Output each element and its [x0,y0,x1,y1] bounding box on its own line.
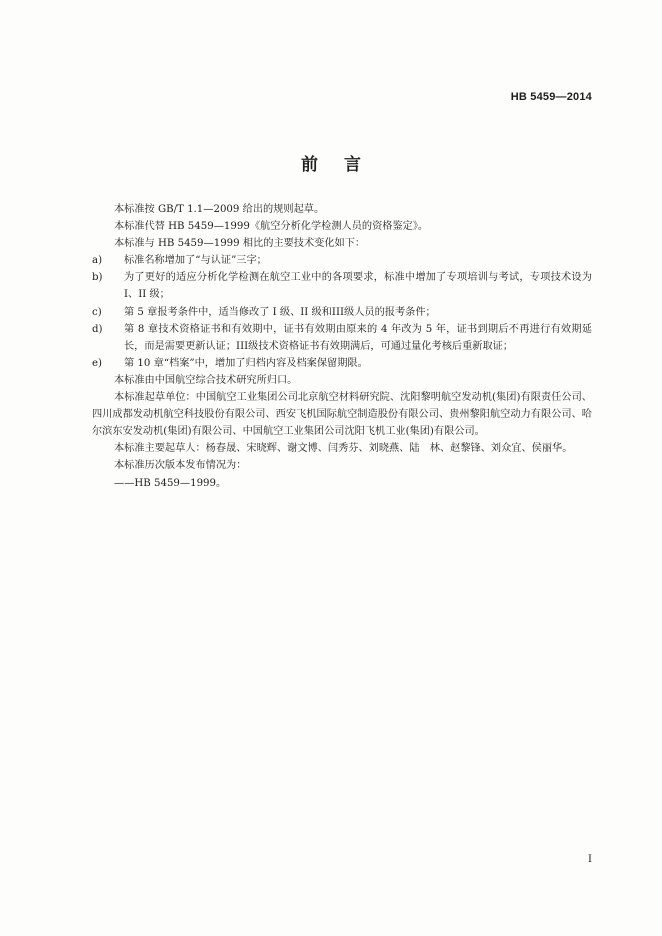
body-paragraph-changes-intro: 本标准与 HB 5459—1999 相比的主要技术变化如下： [114,238,366,250]
body-paragraph-history-version: ——HB 5459—1999。 [114,477,227,489]
body-paragraph-replaces: 本标准代替 HB 5459—1999《航空分析化学检测人员的资格鉴定》。 [114,221,429,233]
document-code: HB 5459—2014 [510,91,592,103]
list-marker: b) [92,272,103,284]
change-item-e [92,355,592,372]
list-marker: d) [92,323,103,335]
page-title: 前言 [301,155,387,175]
page-number: I [588,854,592,865]
document-body [92,201,592,492]
list-marker: c) [92,306,102,318]
body-paragraph-responsible-org: 本标准由中国航空综合技术研究所归口。 [114,374,298,386]
body-paragraph-drafting-units: 本标准起草单位：中国航空工业集团公司北京航空材料研究院、沈阳黎明航空发动机(集团)有限责任公司、四川成都发动机航空科技股份有限公司、西安飞机国际航空制造股份有限公司、贵州黎阳航空动力有限公司、哈尔滨东安发动机(集团)有限公司、中国航空工业集团公司沈阳飞机工业(集团)有限公司。 [92,392,592,438]
list-marker: a) [92,255,103,267]
change-item-d [92,321,592,355]
list-item-text: 第 5 章报考条件中，适当修改了 I 级、II 级和III级人员的报考条件； [124,306,436,318]
list-item-text: 第 8 章技术资格证书和有效期中，证书有效期由原来的 4 年改为 5 年，证书到期后不再进行有效期延长，而是需要更新认证；III级技术资格证书有效期满后，可通过量化考核后重新取证； [124,323,592,352]
list-marker: e) [92,357,103,369]
list-item-text: 标准名称增加了“与认证”三字； [124,255,267,267]
body-paragraph-drafters: 本标准主要起草人：杨春晟、宋晓辉、谢文博、闫秀芬、刘晓燕、陆 林、赵黎锋、刘众宜、侯丽华。 [114,443,573,455]
body-paragraph-history-intro: 本标准历次版本发布情况为： [114,460,247,472]
change-item-c [92,304,592,321]
body-paragraph-drafting-rules: 本标准按 GB/T 1.1—2009 给出的规则起草。 [114,204,325,215]
list-item-text: 第 10 章“档案”中，增加了归档内容及档案保留期限。 [124,357,368,369]
list-item-text: 为了更好的适应分析化学检测在航空工业中的各项要求，标准中增加了专项培训与考试，专项技术设为 I、II 级； [124,272,592,301]
change-item-a [92,252,592,269]
change-item-b [92,269,592,303]
